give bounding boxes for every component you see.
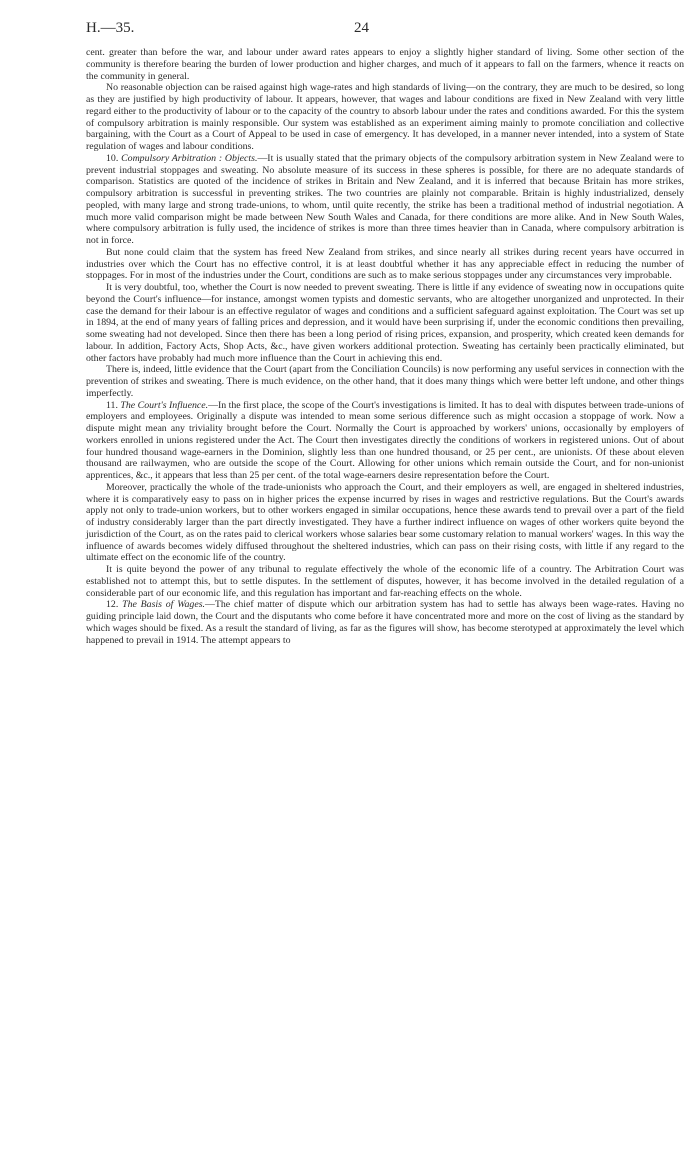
paragraph: Moreover, practically the whole of the trade-unionists who approach the Court, and their employers as well, are engaged in sheltered industries, where it is comparatively easy to pass on in higher prices the expense incurred by rises in wages and restrictive regulations. But the Court's awards apply not only to trade-union workers, but to other workers engaged in similar occupations, hence these awards tend to prevail over a part of the field of industry considerably larger than the part directly investigated. They have a further indirect influence on wages of other workers quite beyond the jurisdiction of the Court, as on the rates paid to clerical workers whose salaries bear some customary relation to manual workers' wages. In this way the influence of awards becomes widely diffused throughout the sheltered industries, which can pass on their rising costs, with little if any regard to the ultimate effect on the economic life of the country.: [86, 481, 684, 564]
section-heading: The Basis of Wages.: [122, 599, 206, 611]
section-number: 12.: [106, 599, 123, 611]
section-number: 10.: [106, 152, 122, 164]
paragraph: But none could claim that the system has freed New Zealand from strikes, and since nearly all strikes during recent years have occurred in industries over which the Court has no effective control, it is at least doubtful whether it has any appreciable effect in reducing the number of stoppages. For in most of the industries under the Court, conditions are such as to make serious stoppages under any circumstances very improbable.: [86, 246, 684, 282]
section-number: 11.: [106, 399, 121, 411]
page-number: 24: [354, 20, 369, 36]
body-text: [86, 47, 684, 646]
paragraph: cent. greater than before the war, and labour under award rates appears to enjoy a slightly higher standard of living. Some other section of the community is therefore bearing the burden of lower production and higher charges, and much of it appears to fall on the farmers, whence it reacts on the community in general.: [86, 47, 684, 82]
paragraph: No reasonable objection can be raised against high wage-rates and high standards of living—on the contrary, they are much to be desired, so long as they are justified by high productivity of labour. It appears, however, that wages and labour conditions are fixed in New Zealand with very little regard either to the productivity of labour or to the capacity of the country to absorb labour under the rates and conditions awarded. For this the system of compulsory arbitration is mainly responsible. Our system was established as an experiment aiming mainly to promote conciliation and collective bargaining, with the Court as a Court of Appeal to be used in case of emergency. It has developed, in a manner never intended, into a system of State regulation of wages and labour conditions.: [86, 82, 684, 152]
page-header: [86, 20, 684, 42]
paragraph: There is, indeed, little evidence that the Court (apart from the Conciliation Councils) is now performing any useful services in connection with the prevention of strikes and sweating. There is much evidence, on the other hand, that it does many things which were better left undone, and other things imperfectly.: [86, 364, 684, 399]
paragraph: It is very doubtful, too, whether the Court is now needed to prevent sweating. There is little if any evidence of sweating now in occupations quite beyond the Court's influence—for instance, amongst women typists and domestic servants, who are altogether unorganized and unprotected. In their case the demand for their labour is an effective regulator of wages and conditions and a sufficient safeguard against exploitation. The Court was set up in 1894, at the end of many years of falling prices and depression, and it would have been surprising if, under the economic conditions then prevailing, some sweating had not developed. Since then there has been a long period of rising prices, expansion, and prosperity, which created keen demands for labour. In addition, Factory Acts, Shop Acts, &c., have given workers additional protection. Sweating has certainly been practically eliminated, but other factors have probably had much more influence than the Court in achieving this end.: [86, 282, 684, 364]
section-heading: The Court's Influence.: [120, 399, 209, 411]
paragraph: 12. The Basis of Wages.—The chief matter of dispute which our arbitration system has had to settle has always been wage-rates. Having no guiding principle laid down, the Court and the disputants who come before it have concentrated more and more on the cost of living as the standard by which wages should be fixed. As a result the standard of living, as far as the figures will show, has become sterotyped at approximately the level which happened to prevail in 1914. The attempt appears to: [86, 599, 685, 646]
paragraph: It is quite beyond the power of any tribunal to regulate effectively the whole of the economic life of a country. The Arbitration Court was established not to attempt this, but to settle disputes. In the settlement of disputes, however, it has become involved in the detailed regulation of a considerable part of our economic life, and this regulation has important and far-reaching effects on the whole.: [86, 564, 684, 599]
paragraph: 10. Compulsory Arbitration : Objects.—It is usually stated that the primary objects of the compulsory arbitration system in New Zealand were to prevent industrial stoppages and sweating. No absolute measure of its success in these spheres is possible, for there are no adequate standards of comparison. Statistics are quoted of the incidence of strikes in Britain and New Zealand, and it is inferred that because Britain has more strikes, compulsory arbitration is successful in preventing strikes. The two countries are plainly not comparable. Britain is highly industrialized, densely peopled, with many large and strong trade-unions, to whom, until quite recently, the strike has been a traditional method of industrial negotiation. A much more valid comparison might be made between New South Wales and Canada, for there conditions are more alike. And in New South Wales, where compulsory arbitration is fully used, the incidence of strikes is more than three times heavier than in Canada, where compulsory arbitration is not in force.: [86, 152, 684, 246]
document-code: H.—35.: [86, 20, 135, 36]
section-heading: Compulsory Arbitration : Objects.: [121, 152, 258, 164]
paragraph: 11. The Court's Influence.—In the first place, the scope of the Court's investigations is limited. It has to deal with disputes between trade-unions of employers and employees. Originally a dispute was intended to mean some serious difference such as might occasion a stoppage of work. Now a dispute might mean any triviality brought before the Court. Normally the Court is approached by workers' unions, occasionally by employers of workers enrolled in unions registered under the Act. The Court then investigates directly the conditions of workers in registered unions. Out of about four hundred thousand wage-earners in the Dominion, slightly less than one hundred thousand, or 25 per cent., are unionists. Of these about eleven thousand are railwaymen, who are outside the scope of the Court. Allowing for other unions which remain outside the Court, and for non-unionist apprentices, &c., it appears that less than 25 per cent. of the total wage-earners desire representation before the Court.: [86, 399, 685, 481]
